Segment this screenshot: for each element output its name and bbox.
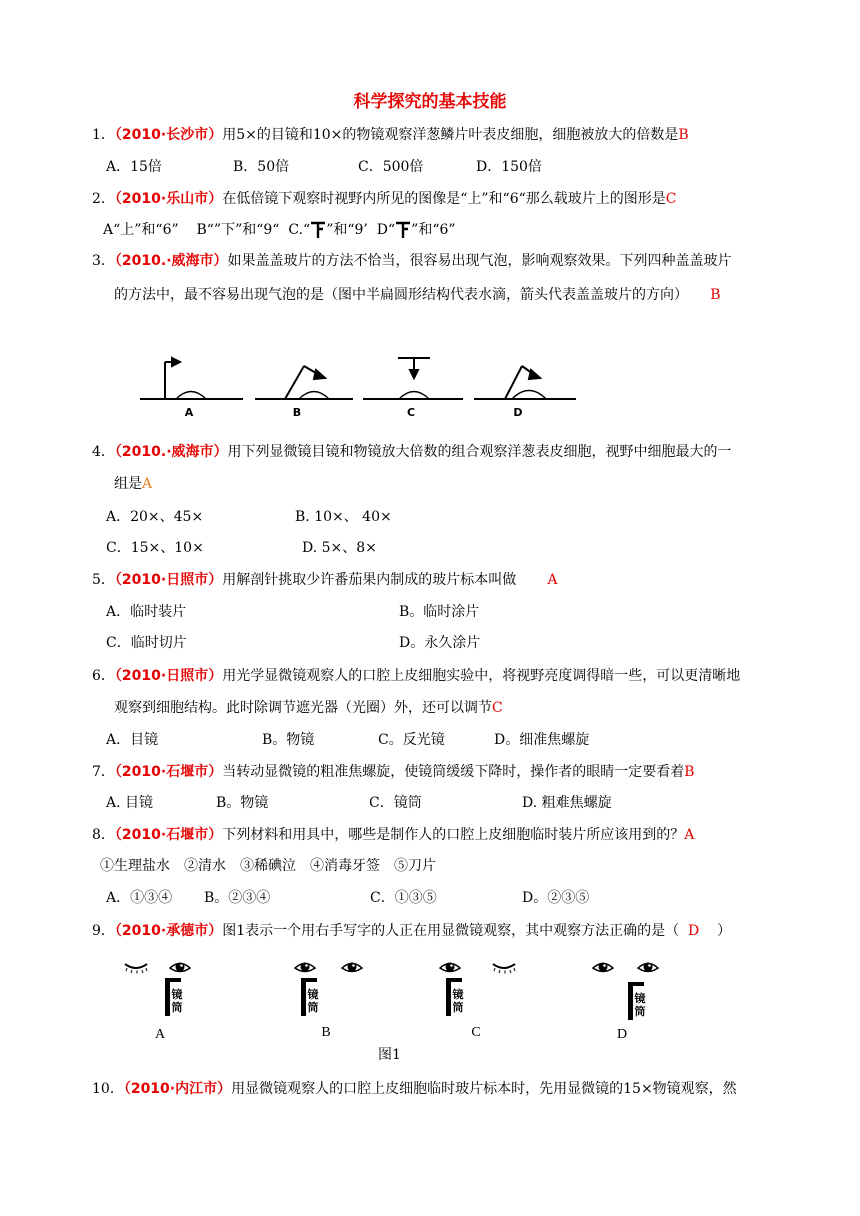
question-source: （2010.·威海市） [114, 253, 228, 269]
tube-label: 镜 [307, 988, 319, 1001]
question-source: （2010·日照市） [114, 668, 223, 684]
question-number: 4． [92, 444, 115, 460]
question-2-options [103, 221, 456, 239]
answer: C [492, 700, 503, 716]
question-source: （2010·石堰市） [114, 827, 223, 843]
question-number: 6． [92, 668, 115, 684]
tube-label: 筒 [171, 1001, 183, 1014]
question-source: （2010.·威海市） [114, 444, 228, 460]
option: B．50倍 [233, 159, 290, 175]
question-text: 下列材料和用具中，哪些是制作人的口腔上皮细胞临时装片所应该用到的？ [222, 827, 685, 843]
question-source: （2010·内江市） [123, 1081, 232, 1097]
figure-label-d: D [513, 406, 523, 419]
question-number: 1． [92, 127, 115, 143]
question-source: （2010·承德市） [114, 923, 223, 939]
option-c-prefix: C.“ [288, 222, 311, 238]
tube-label: 筒 [634, 1005, 646, 1018]
figure-label-b: B [292, 406, 302, 419]
question-text: 用光学显微镜观察人的口腔上皮细胞实验中，将视野亮度调得暗一些，可以更清晰地 [222, 668, 741, 684]
option-c-suffix: ”和“9’ [326, 222, 368, 238]
option: D．150倍 [476, 159, 542, 175]
option: A．目镜 [106, 732, 159, 748]
figure-d [590, 952, 661, 1020]
question-source: （2010·乐山市） [114, 191, 223, 207]
option: D. 粗难焦螺旋 [522, 795, 612, 811]
option: D. 5×、8× [302, 540, 377, 556]
option: D。②③⑤ [522, 890, 590, 906]
question-text: 用5×的目镜和10×的物镜观察洋葱鳞片叶表皮细胞，细胞被放大的倍数是 [222, 127, 679, 143]
option-d-suffix: ”和“6” [411, 222, 456, 238]
question-number: 8． [92, 827, 115, 843]
answer: B [684, 764, 695, 780]
coverslip-figure [138, 350, 588, 430]
question-number: 7． [92, 764, 115, 780]
question-3-line2 [114, 286, 721, 304]
option: D。细准焦螺旋 [494, 732, 590, 748]
figure-c [437, 952, 517, 1016]
figure-label-a: A [154, 1027, 166, 1042]
question-source: （2010·日照市） [114, 572, 223, 588]
figure-b [292, 952, 365, 1016]
question-2 [92, 190, 676, 208]
answer: C [665, 191, 677, 207]
question-6-line2 [114, 699, 503, 717]
option: C．500倍 [358, 159, 424, 175]
question-text: 当转动显微镜的粗准焦螺旋，使镜筒缓缓下降时，操作者的眼睛一定要看着 [222, 764, 685, 780]
answer: A [142, 476, 153, 492]
option: C．镜筒 [369, 795, 422, 811]
inverted-shang-glyph [395, 221, 411, 239]
question-text: 如果盖盖玻片的方法不恰当，很容易出现气泡，影响观察效果。下列四种盖盖玻片 [227, 253, 732, 269]
tube-label: 筒 [307, 1001, 319, 1014]
question-3 [92, 252, 732, 270]
answer: D [688, 923, 700, 939]
figure-label-d: D [616, 1027, 628, 1042]
option: D。永久涂片 [399, 635, 481, 651]
question-number: 9． [92, 923, 115, 939]
tube-label: 镜 [452, 988, 464, 1001]
tube-label: 镜 [634, 992, 646, 1005]
question-4 [92, 443, 732, 461]
tube-label: 筒 [452, 1001, 464, 1014]
option: A．临时装片 [106, 604, 187, 620]
question-7 [92, 763, 695, 781]
question-text: 用显微镜观察人的口腔上皮细胞临时玻片标本时，先用显微镜的15×物镜观察，然 [231, 1081, 737, 1097]
figure-label-c: C [406, 406, 416, 419]
question-number: 2． [92, 191, 115, 207]
question-text: 的方法中，最不容易出现气泡的是（图中半扁圆形结构代表水滴，箭头代表盖盖玻片的方向） [114, 287, 688, 303]
material-list: ①生理盐水 ②清水 ③稀碘泣 ④消毒牙签 ⑤刀片 [100, 858, 436, 874]
figure-label-a: A [184, 406, 194, 419]
figure-a [123, 952, 193, 1016]
option: B. 10×、 40× [295, 509, 392, 525]
answer: B [678, 127, 689, 143]
option: A. 目镜 [106, 795, 154, 811]
question-text: 图1表示一个用右手写字的人正在用显微镜观察，其中观察方法正确的是（ [222, 923, 680, 939]
question-number: 10． [92, 1081, 124, 1097]
figure-label-b: B [321, 1025, 331, 1040]
option: B。物镜 [262, 732, 315, 748]
tube-label: 镜 [171, 988, 183, 1001]
option: C。反光镜 [378, 732, 445, 748]
question-text: 用解剖针挑取少许番茄果内制成的玻片标本叫做 [222, 572, 517, 588]
question-6 [92, 667, 740, 685]
question-source: （2010·长沙市） [114, 127, 223, 143]
question-8 [92, 826, 694, 844]
question-text: 组是 [114, 476, 142, 492]
option: B。物镜 [216, 795, 269, 811]
option: B“”下”和“9“ [196, 222, 280, 238]
question-1 [92, 126, 689, 144]
question-9 [92, 922, 731, 940]
question-4-line2 [114, 475, 152, 493]
option: A．20×、45× [106, 509, 204, 525]
inverted-shang-glyph [310, 221, 326, 239]
question-text: 观察到细胞结构。此时除调节遮光器（光圈）外，还可以调节 [114, 700, 492, 716]
option: A．①③④ [106, 890, 173, 906]
option: B。②③④ [204, 890, 271, 906]
question-text: 在低倍镜下观察时视野内所见的图像是“上”和“6“那么载玻片上的图形是 [222, 191, 666, 207]
option: C．①③⑤ [370, 890, 437, 906]
figure-caption: 图1 [378, 1047, 401, 1063]
question-number: 5． [92, 572, 115, 588]
question-source: （2010·石堰市） [114, 764, 223, 780]
option: A．15倍 [106, 159, 162, 175]
answer: A [547, 572, 558, 588]
question-text: 用下列显微镜目镜和物镜放大倍数的组合观察洋葱表皮细胞，视野中细胞最大的一 [227, 444, 732, 460]
figure-label-c: C [471, 1025, 481, 1040]
eyes-figure [120, 952, 680, 1044]
option: C．15×、10× [106, 540, 204, 556]
question-5 [92, 571, 558, 589]
page-title: 科学探究的基本技能 [353, 92, 507, 112]
option: B。临时涂片 [399, 604, 480, 620]
option: A“上”和“6” [103, 222, 179, 238]
question-number: 3． [92, 253, 115, 269]
answer: A [684, 827, 695, 843]
question-10 [92, 1080, 737, 1098]
option: C．临时切片 [106, 635, 187, 651]
answer: B [710, 287, 721, 303]
paren-close: ） [717, 923, 732, 939]
option-d-prefix: D“ [376, 222, 396, 238]
